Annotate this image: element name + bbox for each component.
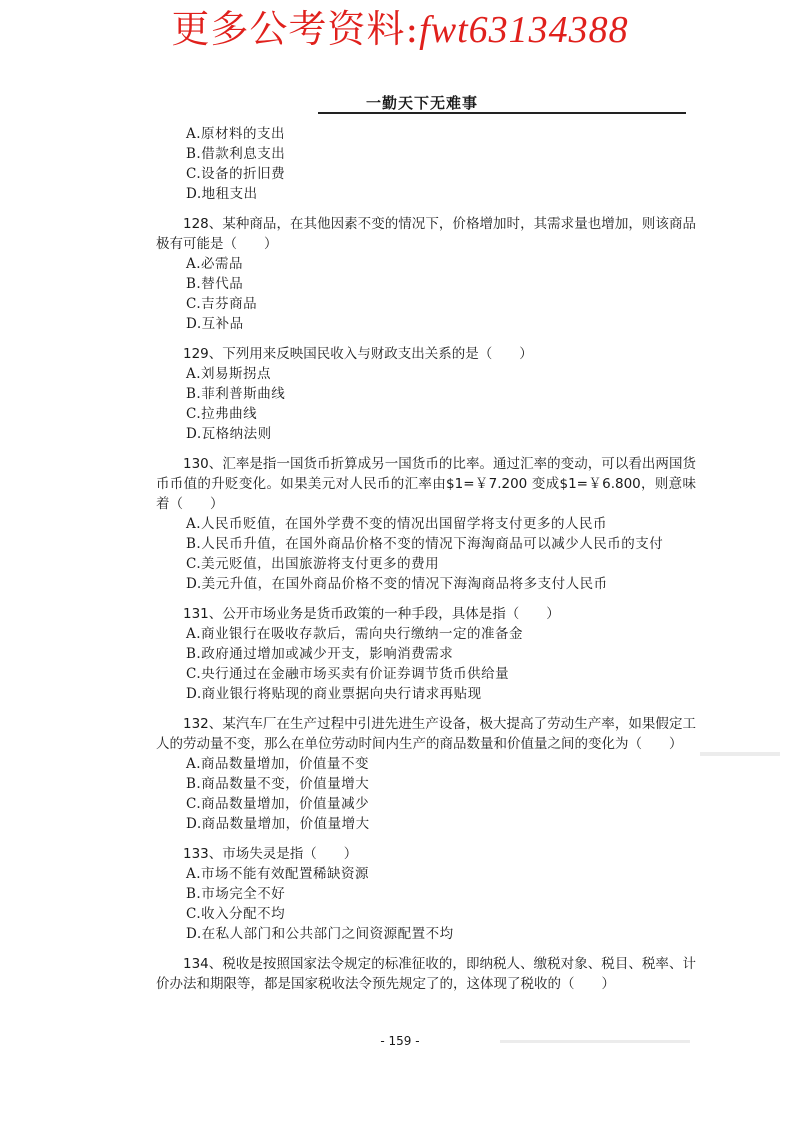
- option-item: C.吉芬商品: [186, 296, 258, 312]
- option-item: A.必需品: [186, 256, 244, 272]
- option-item: B.商品数量不变，价值量增大: [186, 776, 370, 792]
- question-item: [156, 344, 696, 444]
- option-item: D.互补品: [186, 316, 244, 332]
- option-item: C.收入分配不均: [186, 906, 286, 922]
- question-item: [156, 604, 696, 704]
- question-stem: 133、市场失灵是指（ ）: [183, 846, 358, 862]
- option-item: A.原材料的支出: [186, 126, 286, 142]
- question-stem: 131、公开市场业务是货币政策的一种手段，具体是指（ ）: [183, 606, 560, 622]
- banner-url: fwt63134388: [419, 9, 629, 51]
- option-item: B.政府通过增加或减少开支，影响消费需求: [186, 646, 454, 662]
- running-head: 一勤天下无难事: [366, 94, 479, 112]
- question-stem: 129、下列用来反映国民收入与财政支出关系的是（ ）: [183, 346, 533, 362]
- promo-banner: [0, 4, 800, 55]
- option-item: A.商业银行在吸收存款后，需向央行缴纳一定的准备金: [186, 626, 524, 642]
- option-item: A.人民币贬值，在国外学费不变的情况出国留学将支付更多的人民币: [186, 516, 608, 532]
- header-rule: [318, 112, 686, 114]
- option-item: C.拉弗曲线: [186, 406, 258, 422]
- option-list: [156, 514, 696, 594]
- option-list: [156, 364, 696, 444]
- option-item: B.菲利普斯曲线: [186, 386, 286, 402]
- option-item: D.美元升值，在国外商品价格不变的情况下海淘商品将多支付人民币: [186, 576, 608, 592]
- option-item: A.商品数量增加，价值量不变: [186, 756, 370, 772]
- option-list: [156, 254, 696, 334]
- banner-prefix: 更多公考资料:: [171, 7, 420, 51]
- question-stem: 132、某汽车厂在生产过程中引进先进生产设备，极大提高了劳动生产率，如果假定工人的劳动量不变，那么在单位劳动时间内生产的商品数量和价值量之间的变化为（ ）: [156, 716, 696, 752]
- option-item: B.替代品: [186, 276, 244, 292]
- option-list: [156, 754, 696, 834]
- option-item: C.央行通过在金融市场买卖有价证券调节货币供给量: [186, 666, 510, 682]
- question-stem: 130、汇率是指一国货币折算成另一国货币的比率。通过汇率的变动，可以看出两国货币币值的升贬变化。如果美元对人民币的汇率由$1=￥7.200 变成$1=￥6.800，则意味着（ ）: [156, 456, 696, 512]
- option-item: C.商品数量增加，价值量减少: [186, 796, 370, 812]
- question-item: [156, 954, 696, 994]
- scan-smudge: [700, 752, 780, 756]
- question-item: [156, 844, 696, 944]
- option-list: [156, 124, 696, 204]
- option-item: C.设备的折旧费: [186, 166, 286, 182]
- question-item: [156, 714, 696, 834]
- option-item: A.市场不能有效配置稀缺资源: [186, 866, 370, 882]
- question-item: [156, 214, 696, 334]
- option-item: B.借款利息支出: [186, 146, 286, 162]
- option-item: D.地租支出: [186, 186, 258, 202]
- option-list: [156, 624, 696, 704]
- option-item: A.刘易斯拐点: [186, 366, 272, 382]
- option-item: D.在私人部门和公共部门之间资源配置不均: [186, 926, 454, 942]
- option-item: D.商业银行将贴现的商业票据向央行请求再贴现: [186, 686, 482, 702]
- option-item: D.商品数量增加，价值量增大: [186, 816, 370, 832]
- option-item: D.瓦格纳法则: [186, 426, 272, 442]
- question-item: [156, 124, 696, 204]
- page-number: - 159 -: [380, 1034, 420, 1048]
- question-stem: 134、税收是按照国家法令规定的标准征收的，即纳税人、缴税对象、税目、税率、计价办法和期限等，都是国家税收法令预先规定了的，这体现了税收的（ ）: [156, 956, 696, 992]
- option-item: B.市场完全不好: [186, 886, 286, 902]
- question-list: [156, 124, 696, 1004]
- option-item: C.美元贬值，出国旅游将支付更多的费用: [186, 556, 440, 572]
- question-stem: 128、某种商品，在其他因素不变的情况下，价格增加时，其需求量也增加，则该商品极有可能是（ ）: [156, 216, 696, 252]
- question-item: [156, 454, 696, 594]
- option-list: [156, 864, 696, 944]
- option-item: B.人民币升值，在国外商品价格不变的情况下海淘商品可以减少人民币的支付: [186, 536, 664, 552]
